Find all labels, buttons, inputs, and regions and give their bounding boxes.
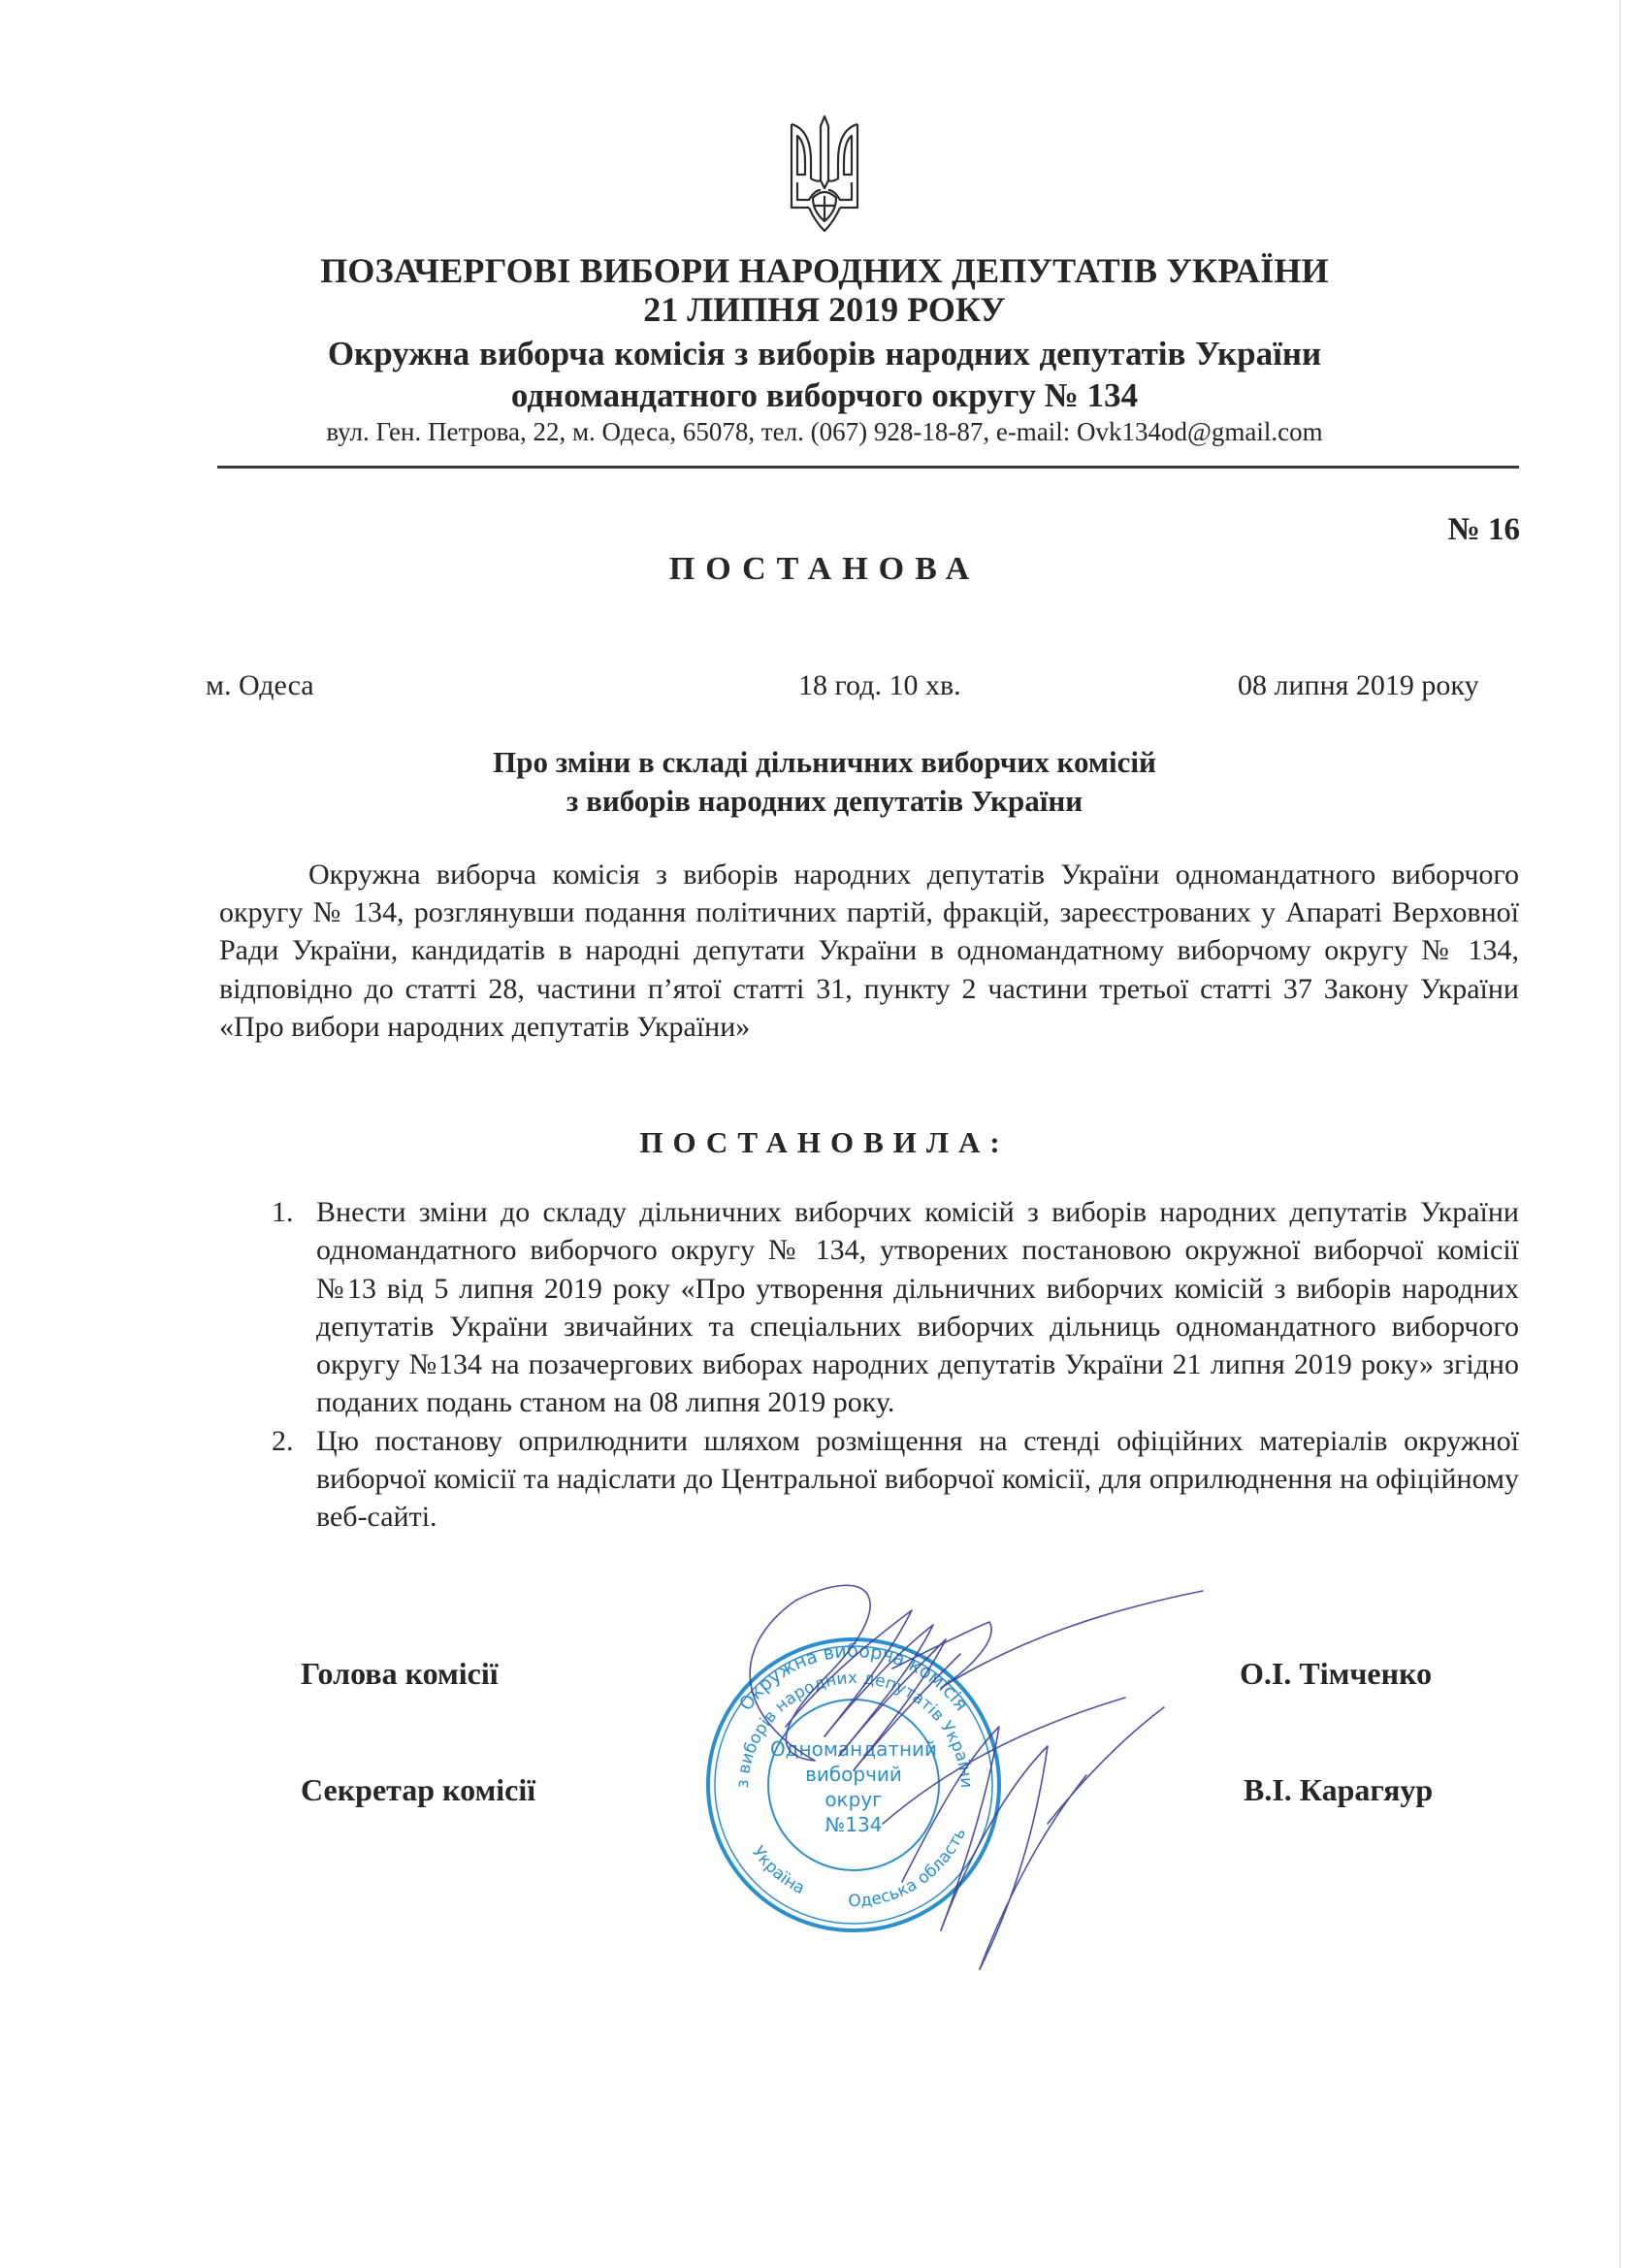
stamp-arc-bottom-region: Одеська область <box>848 1825 971 1912</box>
stamp-center-line1: Одномандатний <box>769 1737 938 1761</box>
stamp-center-line4: №134 <box>824 1813 883 1836</box>
election-title: ПОЗАЧЕРГОВІ ВИБОРИ НАРОДНИХ ДЕПУТАТІВ УКРАЇНИ <box>320 251 1329 290</box>
resolved-heading: ПОСТАНОВИЛА: <box>639 1125 1010 1159</box>
chairman-role: Голова комісії <box>301 1656 499 1691</box>
document-subject-line2: з виборів народних депутатів України <box>566 784 1083 818</box>
handwritten-signature <box>679 1533 1261 1998</box>
item-text: Цю постанову оприлюднити шляхом розміщення на стенді офіційних матеріалів окружної виборчої комісії та надіслати до Центральної виборчої комісії, для оприлюднення на офіційному веб-сайті. <box>316 1424 1519 1534</box>
document-time: 18 год. 10 хв. <box>798 669 961 701</box>
resolution-item <box>272 1422 1519 1537</box>
commission-address: вул. Ген. Петрова, 22, м. Одеса, 65078, тел. (067) 928-18-87, e-mail: Ovk134od@gmail.com <box>326 417 1323 446</box>
district-name: одномандатного виборчого округу № 134 <box>510 376 1139 414</box>
preamble-paragraph: Окружна виборча комісія з виборів народних депутатів України одномандатного виборчого округу № 134, розглянувши подання політичних партій, фракцій, зареєстрованих у Апараті Верховної Ради України, кандидатів в народні депутати України в одномандатному виборчому округу № 134, відповідно до статті 28, частини п’ятої статті 31, пункту 2 частини третьої статті 37 Закону України «Про вибори народних депутатів України» <box>219 859 1519 1043</box>
document-date: 08 липня 2019 року <box>1238 669 1479 701</box>
document-subject-line1: Про зміни в складі дільничних виборчих комісій <box>493 745 1156 779</box>
stamp-arc-top: Окружна виборча комісія <box>734 1639 973 1715</box>
header-divider <box>217 466 1519 469</box>
resolution-item <box>272 1193 1519 1422</box>
item-number: 1. <box>272 1196 294 1228</box>
item-text: Внести зміни до складу дільничних виборчих комісій з виборів народних депутатів України одномандатного виборчого округу № 134, утворених постановою окружної виборчої комісії №13 від 5 липня 2019 року «Про утворення дільничних виборчих комісій з виборів народних депутатів України звичайних та спеціальних виборчих дільниць одномандатного виборчого округу №134 на позачергових виборах народних депутатів України 21 липня 2019 року» згідно поданих подань станом на 08 липня 2019 року. <box>316 1196 1519 1419</box>
document-number: № 16 <box>1447 512 1520 547</box>
commission-name: Окружна виборча комісія з виборів народних депутатів України <box>327 335 1322 373</box>
stamp-arc-bottom: Україна <box>748 1842 808 1899</box>
document-place: м. Одеса <box>206 669 314 701</box>
chairman-name: О.І. Тімченко <box>1240 1656 1433 1691</box>
trident-emblem-icon <box>786 113 863 234</box>
item-number: 2. <box>272 1424 294 1457</box>
document-type-title: ПОСТАНОВА <box>668 551 981 587</box>
election-date: 21 ЛИПНЯ 2019 РОКУ <box>643 290 1006 329</box>
stamp-center-line2: виборчий <box>805 1763 902 1786</box>
stamp-center-line3: округ <box>824 1788 883 1811</box>
secretary-role: Секретар комісії <box>301 1772 536 1807</box>
stamp-arc-middle: з виборів народних депутатів України <box>732 1669 977 1789</box>
secretary-name: В.І. Карагяур <box>1244 1772 1434 1807</box>
resolution-items <box>272 1193 1519 1537</box>
